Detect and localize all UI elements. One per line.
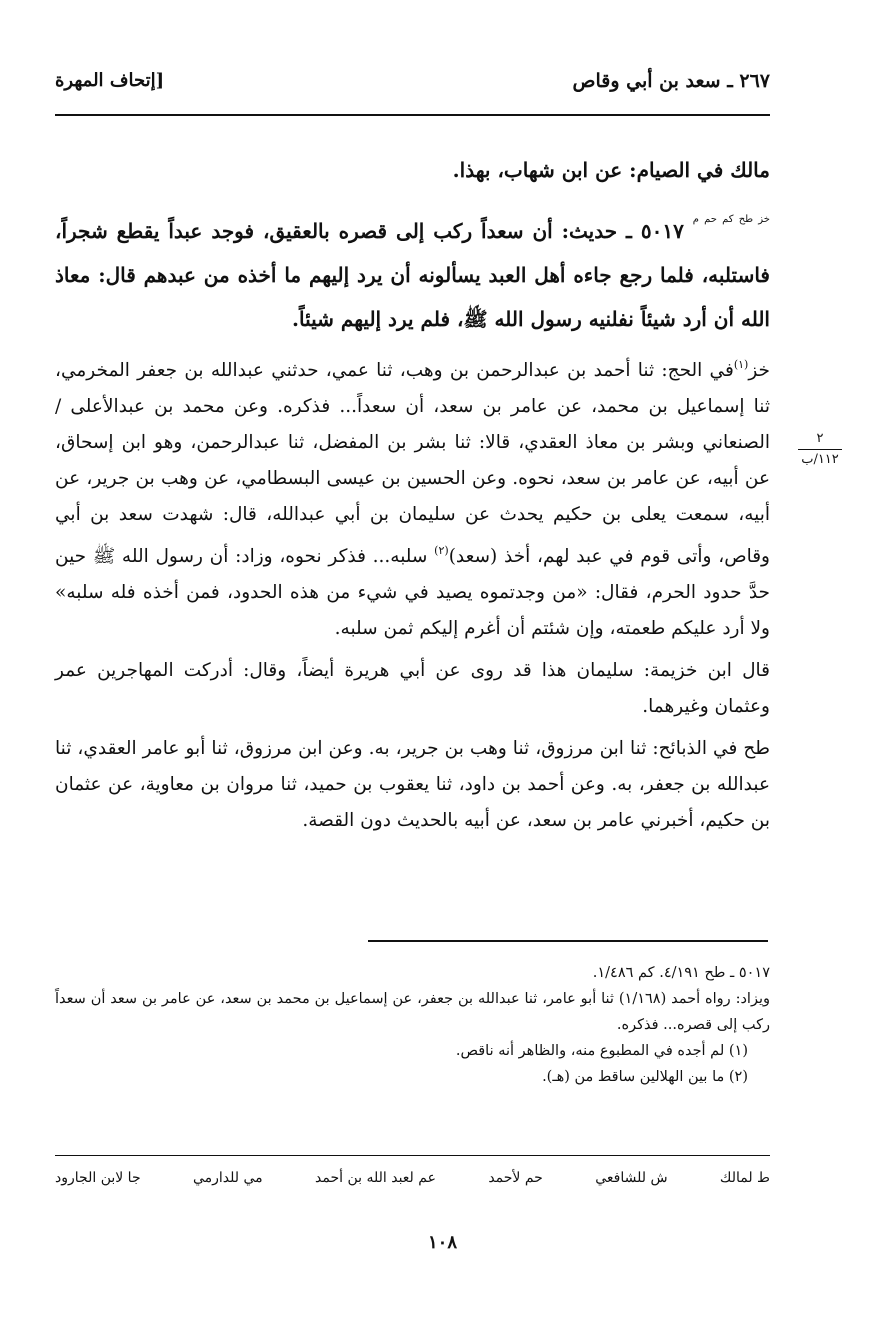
footnote-ref-1: (١)	[733, 358, 749, 371]
folio-bottom: ١١٢/ب	[801, 452, 839, 467]
header-divider	[55, 114, 770, 116]
chapter-title: ٢٦٧ ـ سعد بن أبي وقاص	[572, 70, 770, 92]
footnote-divider	[368, 940, 768, 942]
footnotes	[55, 960, 770, 1090]
page-number: ١٠٨	[427, 1232, 457, 1253]
folio-divider	[798, 449, 842, 450]
abbreviation-item: ش للشافعي	[595, 1170, 668, 1186]
abbreviation-item: عم لعبد الله بن أحمد	[315, 1170, 436, 1186]
paragraph-intro: مالك في الصيام: عن ابن شهاب، بهذا.	[452, 158, 770, 182]
abbreviation-item: حم لأحمد	[488, 1170, 543, 1186]
chain-paragraph	[55, 347, 770, 647]
chain-text-body: في الحج: ثنا أحمد بن عبدالرحمن بن وهب، ثنا عمي، حدثني عبدالله بن جعفر المخرمي، ثنا إسماعيل بن محمد، عن عامر بن سعد، أن سعداً... فذكره. وعن محمد بن عبدالأعلى / الصنعاني وبشر بن معاذ العقدي، قالا: ثنا بشر بن المفضل، ثنا عبدالرحمن، وهو ابن إسحاق، عن أبيه، عن عامر بن سعد، نحوه. وعن الحسين بن عيسى البسطامي، عن وهب بن جرير، عن أبيه، سمعت يعلى بن حكيم يحدث عن سليمان بن أبي عبدالله، قال: شهدت سعد بن أبي وقاص، وأتى قوم في عبد لهم، أخذ (سعد)	[55, 360, 770, 567]
footnote-sources: ٥٠١٧ ـ طح ٤/١٩١. كم ١/٤٨٦.	[592, 965, 770, 981]
footnote-1: (١) لم أجده في المطبوع منه، والظاهر أنه ناقص.	[455, 1043, 748, 1059]
footnote-ref-2: (٢)	[434, 544, 449, 557]
abbreviation-item: ط لمالك	[719, 1170, 770, 1186]
ibn-khuzayma-paragraph: قال ابن خزيمة: سليمان هذا قد روى عن أبي هريرة أيضاً، وقال: أدركت المهاجرين عمر وعثمان وغيرهما.	[55, 660, 770, 717]
manuscript-folio-note	[790, 432, 850, 467]
book-title: [إتحاف المهرة	[55, 70, 165, 91]
abbreviations-key	[55, 1170, 770, 1186]
source-marks: خز طح كم حم م	[692, 214, 770, 225]
tahawi-paragraph: طح في الذبائح: ثنا ابن مرزوق، ثنا وهب بن جرير، به. وعن ابن مرزوق، ثنا أبو عامر العقدي، ثنا عبدالله بن جعفر، به. وعن أحمد بن داود، ثنا يعقوب بن حميد، ثنا مروان بن معاوية، عن عثمان بن حكيم، أخبرني عامر بن سعد، عن أبيه بالحديث دون القصة.	[55, 738, 770, 831]
abbreviations-divider	[55, 1155, 770, 1156]
hadith-paragraph	[55, 198, 770, 341]
chain-text-lead: خز	[748, 360, 770, 381]
page-header	[55, 62, 770, 102]
main-text	[55, 148, 770, 839]
abbreviation-item: مي للدارمي	[192, 1170, 263, 1186]
folio-top: ٢	[816, 431, 824, 446]
chain-text-tail: سلبه... فذكر نحوه، وزاد: أن رسول الله ﷺ حين حدَّ حدود الحرم، فقال: «من وجدتموه يصيد في شيء من هذه الحدود، فمن أخذه فله سلبه» ولا أرد عليكم طعمته، وإن شئتم أن أغرم إليكم ثمن سلبه.	[55, 546, 770, 639]
footnote-2: (٢) ما بين الهلالين ساقط من (هـ).	[542, 1069, 748, 1085]
abbreviation-item: جا لابن الجارود	[55, 1170, 141, 1186]
footnote-addition: ويزاد: رواه أحمد (١/١٦٨) ثنا أبو عامر، ثنا عبدالله بن جعفر، عن إسماعيل بن محمد بن سعد، عن عامر بن سعد أن سعداً ركب إلى قصره... فذكره.	[55, 991, 770, 1033]
hadith-text: ٥٠١٧ ـ حديث: أن سعداً ركب إلى قصره بالعقيق، فوجد عبداً يقطع شجراً، فاستلبه، فلما رجع جاءه أهل العبد يسألونه أن يرد إليهم ما أخذه من عبدهم قال: معاذ الله أن أرد شيئاً نفلنيه رسول الله ﷺ، فلم يرد إليهم شيئاً.	[55, 219, 770, 331]
